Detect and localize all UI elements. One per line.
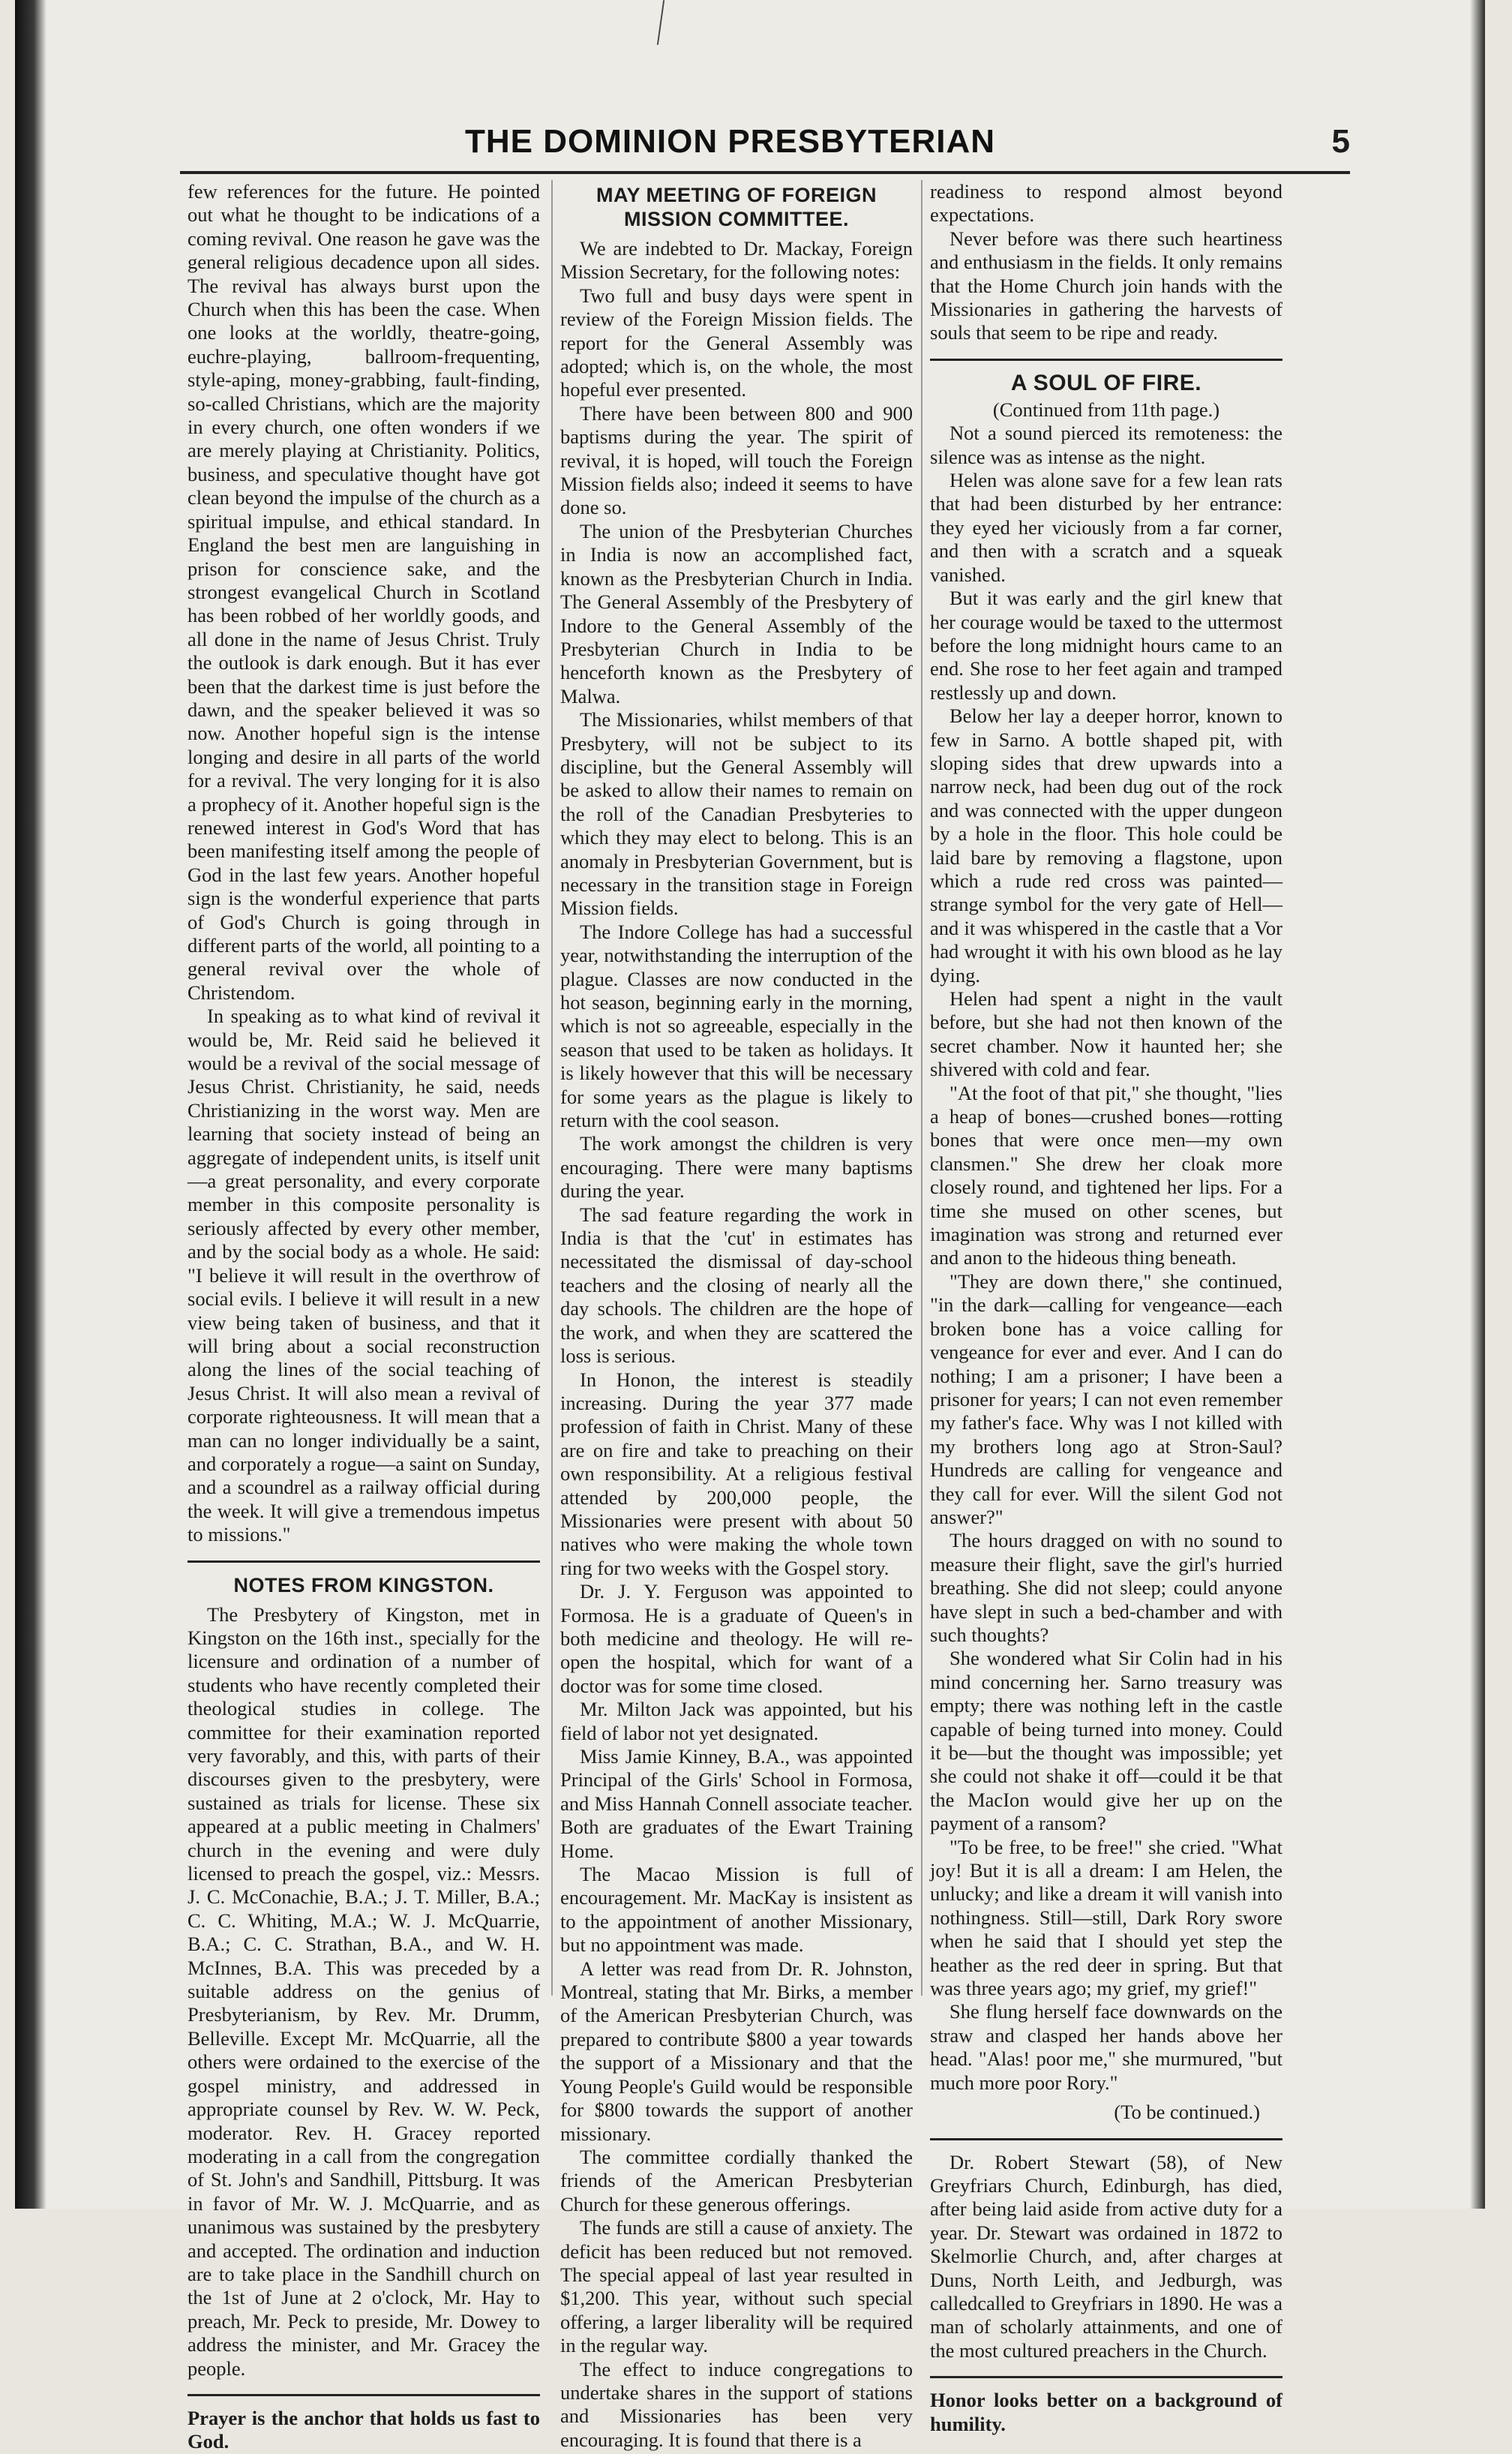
maxim: Honor looks better on a background of humility. — [930, 2389, 1282, 2435]
paragraph: The funds are still a cause of anxiety. The deficit has been reduced but not removed. The special appeal of last year resulted in $1,200. This year, without such special offering, a larger liberality will be required in the regular way. — [560, 2216, 913, 2357]
section-rule — [930, 2376, 1282, 2378]
page-edge-shadow-right — [1470, 0, 1485, 2209]
paragraph: The hours dragged on with no sound to measure their flight, save the girl's hurried breathing. She did not sleep; could anyone have slept in such a bed-chamber and with such thoughts? — [930, 1529, 1282, 1646]
column-rule — [921, 180, 922, 1996]
paragraph: "They are down there," she continued, "in the dark—calling for vengeance—each broken bone has a voice calling for vengeance for ever and ever. And I can do nothing; I am a prisoner; I have been a prisoner for years; I can not even remember my father's face. Why was I not killed with my brothers long ago at Stron-Saul? Hundreds are calling for vengeance and they call for ever. Will the silent God not answer?" — [930, 1269, 1282, 1528]
paragraph: few references for the future. He pointed out what he thought to be indications of a coming revival. One reason he gave was the general religious decadence upon all sides. The revival has always burst upon the Church when this has been the case. When one looks at the worldly, theatre-going, euchre-playing, ballroom-frequenting, style-aping, money-grabbing, fault-finding, so-called Christians, which are the majority in every church, one often wonders if we are merely playing at Christianity. Politics, business, and speculative thought have got clean beyond the impulse of the church as a spiritual impulse, and ethical standard. In England the best men are languishing in prison for conscience sake, and the strongest evangelical Church in Scotland has been robbed of her worldly goods, and all done in the name of Jesus Christ. Truly the outlook is dark enough. But it has ever been that the darkest time is just before the dawn, and the speaker believed it was so now. Another hopeful sign is the intense longing and desire in all parts of the world for a revival. The very longing for it is also a prophecy of it. Another hopeful sign is the renewed interest in God's Word that has been manifesting itself among the people of God in the last few years. Another hopeful sign is the wonderful experience that parts of God's Church is going through in different parts of the world, all pointing to a general revival over the whole of Christendom. — [188, 180, 540, 1004]
paragraph: There have been between 800 and 900 baptisms during the year. The spirit of revival, it is hoped, will touch the Foreign Mission fields also; indeed it seems to have done so. — [560, 401, 913, 519]
publication-title: THE DOMINION PRESBYTERIAN — [465, 123, 996, 160]
obituary: Dr. Robert Stewart (58), of New Greyfriars Church, Edinburgh, has died, after being laid aside from active duty for a year. Dr. Stewart was ordained in 1872 to Skelmorlie Church, and, after charges at Duns, North Leith, and Jedburgh, was calledcalled to Greyfriars in 1890. He was a man of scholarly attainments, and one of the most cultured preachers in the Church. — [930, 2150, 1282, 2362]
to-be-continued: (To be continued.) — [1114, 2101, 1260, 2124]
section-rule — [188, 2394, 540, 2396]
section-rule — [930, 359, 1282, 361]
running-header — [180, 123, 1350, 168]
paragraph: She flung herself face downwards on the straw and clasped her hands above her head. "Alas! poor me," she murmured, "but much more poor Rory." — [930, 2000, 1282, 2094]
maxim: Prayer is the anchor that holds us fast to God. — [188, 2406, 540, 2453]
paragraph: But it was early and the girl knew that her courage would be taxed to the uttermost before the long midnight hours came to an end. She rose to her feet again and tramped restlessly up and down. — [930, 587, 1282, 704]
paragraph: We are indebted to Dr. Mackay, Foreign Mission Secretary, for the following notes: — [560, 237, 913, 284]
paragraph: The Presbytery of Kingston, met in Kingston on the 16th inst., specially for the licensure and ordination of a number of students who have recently completed their theological studies in college. The committee for their examination reported very favorably, and this, with parts of their discourses given to the presbytery, were sustained as trials for license. These six appeared at a public meeting in Chalmers' church in the evening and were duly licensed to preach the gospel, viz.: Messrs. J. C. McConachie, B.A.; J. T. Miller, B.A.; C. C. Whiting, M.A.; W. J. McQuarrie, B.A.; C. C. Strathan, B.A., and W. H. McInnes, B.A. This was preceded by a suitable address on the genius of Presbyterianism, by Rev. Mr. Drumm, Belleville. Except Mr. McQuarrie, all the others were ordained to the exercise of the gospel ministry, and addressed in appropriate counsel by Rev. W. W. Peck, moderator. Rev. H. Gracey reported moderating in a call from the congregation of St. John's and Sandhill, Pittsburg. It was in favor of Mr. W. J. McQuarrie, and as unanimous was sustained by the presbytery and accepted. The ordination and induction are to take place in the Sandhill church on the 1st of June at 2 o'clock, Mr. Hay to preach, Mr. Peck to preside, Mr. Dowey to address the minister, and Mr. Gracey the people. — [188, 1602, 540, 2380]
header-rule — [180, 171, 1350, 174]
paragraph: Two full and busy days were spent in review of the Foreign Mission fields. The report for the General Assembly was adopted; which is, on the whole, the most hopeful ever presented. — [560, 284, 913, 401]
paragraph: Mr. Milton Jack was appointed, but his field of labor not yet designated. — [560, 1698, 913, 1744]
paragraph: In Honon, the interest is steadily increasing. During the year 377 made profession of faith in Christ. Many of these are on fire and take to preaching on their own responsibility. At a religious festival attended by 200,000 people, the Missionaries were present with about 50 natives who were making the whole town ring for two weeks with the Gospel story. — [560, 1368, 913, 1579]
section-rule — [930, 2138, 1282, 2140]
paragraph: The committee cordially thanked the friends of the American Presbyterian Church for these generous offerings. — [560, 2145, 913, 2215]
column-3 — [930, 180, 1282, 2435]
paragraph: The Macao Mission is full of encouragement. Mr. MacKay is insistent as to the appointment of another Missionary, but no appointment was made. — [560, 1863, 913, 1957]
paragraph: The work amongst the children is very encouraging. There were many baptisms during the year. — [560, 1132, 913, 1203]
paragraph: Below her lay a deeper horror, known to few in Sarno. A bottle shaped pit, with sloping sides that drew upwards into a narrow neck, had been dug out of the rock and was connected with the upper dungeon by a hole in the floor. This hole could be laid bare by removing a flagstone, upon which a rude red cross was painted—strange symbol for the very gate of Hell—and it was whispered in the castle that a Vor had wrought it with his own blood as he lay dying. — [930, 704, 1282, 987]
story-heading: A SOUL OF FIRE. — [1010, 370, 1202, 395]
paragraph: "To be free, to be free!" she cried. "What joy! But it is all a dream: I am Helen, the unlucky; and like a dream it will vanish into nothingness. Still—still, Dark Rory swore when he said that I should yet step the heather as the red deer in spring. But that was three years ago; my grief, my grief!" — [930, 1835, 1282, 2000]
continued-note: (Continued from 11th page.) — [992, 398, 1220, 421]
paragraph: Not a sound pierced its remoteness: the silence was as intense as the night. — [930, 422, 1282, 468]
paragraph: A letter was read from Dr. R. Johnston, Montreal, stating that Mr. Birks, a member of the American Presbyterian Church, was prepared to contribute $800 a year towards the support of a Missionary and that the Young People's Guild would be responsible for $800 towards the support of another missionary. — [560, 1957, 913, 2145]
paragraph: Never before was there such heartiness and enthusiasm in the fields. It only remains that the Home Church join hands with the Missionaries in gathering the harvests of souls that seem to be ripe and ready. — [930, 227, 1282, 344]
paragraph: The effect to induce congregations to undertake shares in the support of stations and Missionaries has been very encouraging. It is found that there is a — [560, 2357, 913, 2451]
paragraph: "At the foot of that pit," she thought, "lies a heap of bones—crushed bones—rotting bones that were once men—my own clansmen." She drew her cloak more closely round, and tightened her lips. For a time she mused on other scenes, but imagination was strong and returned ever and anon to the hideous thing beneath. — [930, 1081, 1282, 1269]
column-2 — [560, 180, 913, 2451]
section-rule — [188, 1560, 540, 1563]
paragraph: She wondered what Sir Colin had in his mind concerning her. Sarno treasury was empty; there was nothing left in the castle capable of being turned into money. Could it be—but the thought was impossible; yet she could not shake it off—could it be that the MacIon would give her up on the payment of a ransom? — [930, 1647, 1282, 1835]
paragraph: Helen had spent a night in the vault before, but she had not then known of the secret chamber. Now it haunted her; she shivered with cold and fear. — [930, 987, 1282, 1081]
column-1 — [188, 180, 540, 2453]
page-number: 5 — [1331, 123, 1350, 160]
paragraph: readiness to respond almost beyond expectations. — [930, 180, 1282, 227]
article-heading: MAY MEETING OF FOREIGN MISSION COMMITTEE. — [596, 184, 878, 230]
paper-crease — [657, 0, 664, 45]
paragraph: Dr. J. Y. Ferguson was appointed to Formosa. He is a graduate of Queen's in both medicine and theology. He will re-open the hospital, which for want of a doctor was for some time closed. — [560, 1580, 913, 1697]
paragraph: Miss Jamie Kinney, B.A., was appointed Principal of the Girls' School in Formosa, and Miss Hannah Connell associate teacher. Both are graduates of the Ewart Training Home. — [560, 1745, 913, 1862]
paragraph: Helen was alone save for a few lean rats that had been disturbed by her entrance: they eyed her viciously from a far corner, and then with a scratch and a squeak vanished. — [930, 469, 1282, 586]
paragraph: The union of the Presbyterian Churches in India is now an accomplished fact, known as the Presbyterian Church in India. The General Assembly of the Presbytery of Indore to the General Assembly of the Presbyterian Church in India to be henceforth known as the Presbytery of Malwa. — [560, 519, 913, 707]
paragraph: The sad feature regarding the work in India is that the 'cut' in estimates has necessitated the dismissal of day-school teachers and the closing of nearly all the day schools. The children are the hope of the work, and when they are scattered the loss is serious. — [560, 1203, 913, 1368]
paragraph: The Indore College has had a successful year, notwithstanding the interruption of the plague. Classes are now conducted in the hot season, beginning early in the morning, which is not so agreeable, especially in the season that used to be taken as holidays. It is likely however that this will be necessary for some years as the plague is likely to return with the cool season. — [560, 920, 913, 1132]
article-heading: NOTES FROM KINGSTON. — [233, 1573, 494, 1596]
page-edge-shadow — [15, 0, 46, 2209]
paragraph: The Missionaries, whilst members of that Presbytery, will not be subject to its discipline, but the General Assembly will be asked to allow their names to remain on the roll of the Canadian Presbyteries to which they may elect to belong. This is an anomaly in Presbyterian Government, but is necessary in the transition stage in Foreign Mission fields. — [560, 708, 913, 920]
column-rule — [551, 180, 553, 1996]
paragraph: In speaking as to what kind of revival it would be, Mr. Reid said he believed it would be a revival of the social message of Jesus Christ. Christianity, he said, needs Christianizing in the worst way. Men are learning that society instead of being an aggregate of independent units, is itself unit—a great personality, and every corporate member in this composite personality is seriously affected by every other member, and by the social body as a whole. He said: "I believe it will result in the overthrow of social evils. I believe it will result in a new view being taken of business, and that it will bring about a social reconstruction along the lines of the social teaching of Jesus Christ. It will also mean a revival of corporate righteousness. It will mean that a man can no longer individually be a saint, and corporately a rogue—a saint on Sunday, and a scoundrel as a railway official during the week. It will give a tremendous impetus to missions." — [188, 1005, 540, 1546]
